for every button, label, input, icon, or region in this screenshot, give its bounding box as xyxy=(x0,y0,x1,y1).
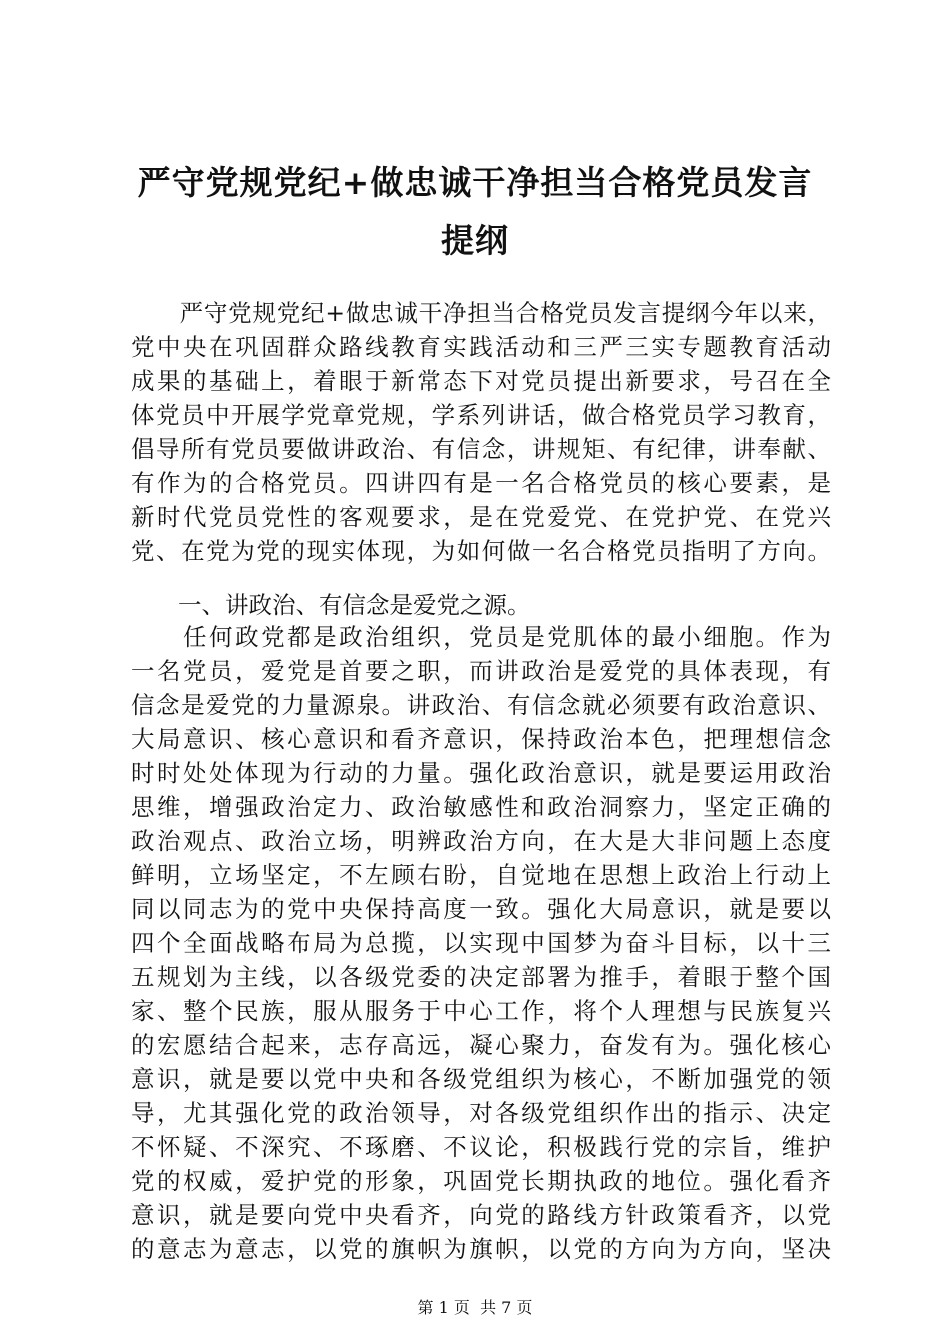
paragraph-2-line: 时时处处体现为行动的力量。强化政治意识，就是要运用政治 xyxy=(131,759,831,787)
page-number-footer: 第 1 页 共 7 页 xyxy=(417,1298,533,1317)
paragraph-1-line: 严守党规党纪+做忠诚干净担当合格党员发言提纲今年以来， xyxy=(131,299,831,327)
paragraph-2-line: 大局意识、核心意识和看齐意识，保持政治本色，把理想信念 xyxy=(131,725,831,753)
paragraph-2-line: 不怀疑、不深究、不琢磨、不议论，积极践行党的宗旨，维护 xyxy=(131,1133,831,1161)
paragraph-2-line: 任何政党都是政治组织，党员是党肌体的最小细胞。作为 xyxy=(131,623,831,651)
section-heading: 一、讲政治、有信念是爱党之源。 xyxy=(131,591,531,619)
paragraph-2-line: 政治观点、政治立场，明辨政治方向，在大是大非问题上态度 xyxy=(131,827,831,855)
paragraph-1-line: 成果的基础上，着眼于新常态下对党员提出新要求，号召在全 xyxy=(131,367,831,395)
paragraph-2-line: 一名党员，爱党是首要之职，而讲政治是爱党的具体表现，有 xyxy=(131,657,831,685)
paragraph-1-line: 有作为的合格党员。四讲四有是一名合格党员的核心要素，是 xyxy=(131,469,831,497)
paragraph-2-line: 信念是爱党的力量源泉。讲政治、有信念就必须要有政治意识、 xyxy=(131,691,831,719)
paragraph-2-line: 的意志为意志，以党的旗帜为旗帜，以党的方向为方向，坚决 xyxy=(131,1235,831,1263)
paragraph-2-line: 党的权威，爱护党的形象，巩固党长期执政的地位。强化看齐 xyxy=(131,1167,831,1195)
paragraph-1-line: 倡导所有党员要做讲政治、有信念，讲规矩、有纪律，讲奉献、 xyxy=(131,435,831,463)
paragraph-1-line: 体党员中开展学党章党规，学系列讲话，做合格党员学习教育， xyxy=(131,401,831,429)
paragraph-2-line: 意识，就是要以党中央和各级党组织为核心，不断加强党的领 xyxy=(131,1065,831,1093)
paragraph-1-line: 新时代党员党性的客观要求，是在党爱党、在党护党、在党兴 xyxy=(131,503,831,531)
document-title-line-1: 严守党规党纪+做忠诚干净担当合格党员发言 xyxy=(137,163,813,202)
paragraph-2-line: 五规划为主线，以各级党委的决定部署为推手，着眼于整个国 xyxy=(131,963,831,991)
paragraph-2-line: 导，尤其强化党的政治领导，对各级党组织作出的指示、决定 xyxy=(131,1099,831,1127)
paragraph-2-line: 四个全面战略布局为总揽，以实现中国梦为奋斗目标，以十三 xyxy=(131,929,831,957)
paragraph-2-line: 家、整个民族，服从服务于中心工作，将个人理想与民族复兴 xyxy=(131,997,831,1025)
paragraph-2-line: 思维，增强政治定力、政治敏感性和政治洞察力，坚定正确的 xyxy=(131,793,831,821)
paragraph-1-line: 党、在党为党的现实体现，为如何做一名合格党员指明了方向。 xyxy=(131,537,831,565)
paragraph-2-line: 鲜明，立场坚定，不左顾右盼，自觉地在思想上政治上行动上 xyxy=(131,861,831,889)
paragraph-1-line: 党中央在巩固群众路线教育实践活动和三严三实专题教育活动 xyxy=(131,333,831,361)
paragraph-2-line: 的宏愿结合起来，志存高远，凝心聚力，奋发有为。强化核心 xyxy=(131,1031,831,1059)
paragraph-2-line: 意识，就是要向党中央看齐，向党的路线方针政策看齐，以党 xyxy=(131,1201,831,1229)
document-title-line-2: 提纲 xyxy=(441,221,509,260)
paragraph-2-line: 同以同志为的党中央保持高度一致。强化大局意识，就是要以 xyxy=(131,895,831,923)
